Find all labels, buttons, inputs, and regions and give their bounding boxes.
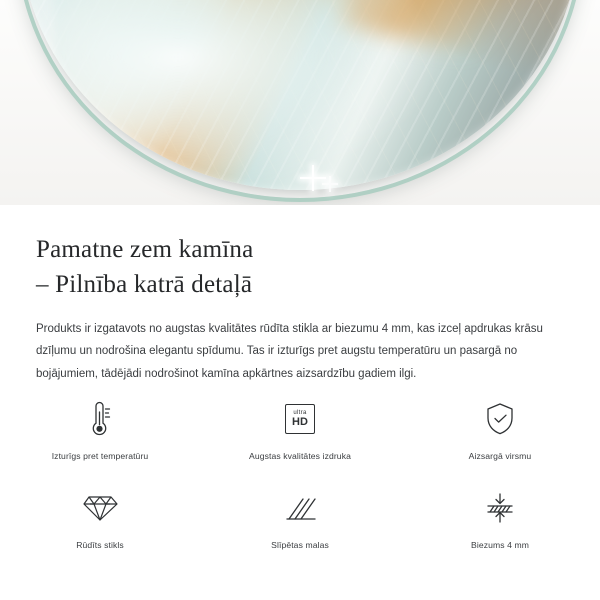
page-title bbox=[0, 205, 600, 302]
text-content bbox=[0, 205, 600, 385]
feature-label: Rūdīts stikls bbox=[76, 540, 124, 550]
title-line-2: – Pilnība katrā detaļā bbox=[36, 270, 253, 298]
ultra-hd-icon bbox=[285, 398, 315, 440]
description-paragraph: Produkts ir izgatavots no augstas kvalitātes rūdīta stikla ar biezumu 4 mm, kas izceļ apdrukas krāsu dzīļumu un nodrošina elegantu spīdumu. Tas ir izturīgs pret augstu temperatūru un pasargā no bojājumiem, tādējādi nodrošinot kamīna apkārtnes aizsardzību gadiem ilgi. bbox=[36, 323, 543, 380]
feature-item bbox=[200, 388, 400, 467]
white-marble-wash bbox=[31, 0, 451, 190]
feature-item bbox=[400, 477, 600, 556]
feature-item bbox=[200, 477, 400, 556]
feature-label: Augstas kvalitātes izdruka bbox=[249, 451, 351, 461]
polished-edges-icon bbox=[283, 487, 317, 529]
feature-grid bbox=[0, 388, 600, 556]
thermometer-icon bbox=[83, 398, 117, 440]
ultra-hd-top-text: ultra bbox=[293, 410, 307, 416]
feature-label: Slīpētas malas bbox=[271, 540, 329, 550]
feature-item bbox=[0, 477, 200, 556]
title-line-1: Pamatne zem kamīna bbox=[36, 236, 254, 263]
feature-label: Biezums 4 mm bbox=[470, 540, 530, 550]
round-glass-panel bbox=[20, 0, 580, 190]
thickness-icon bbox=[483, 487, 517, 529]
feature-label: Izturīgs pret temperatūru bbox=[51, 451, 149, 461]
diamond-icon bbox=[81, 487, 119, 529]
feature-label: Aizsargā virsmu bbox=[468, 451, 532, 461]
ultra-hd-bottom-text: HD bbox=[292, 416, 308, 428]
feature-item bbox=[0, 388, 200, 467]
feature-item bbox=[400, 388, 600, 467]
shield-check-icon bbox=[484, 398, 516, 440]
hero-image bbox=[0, 0, 600, 205]
